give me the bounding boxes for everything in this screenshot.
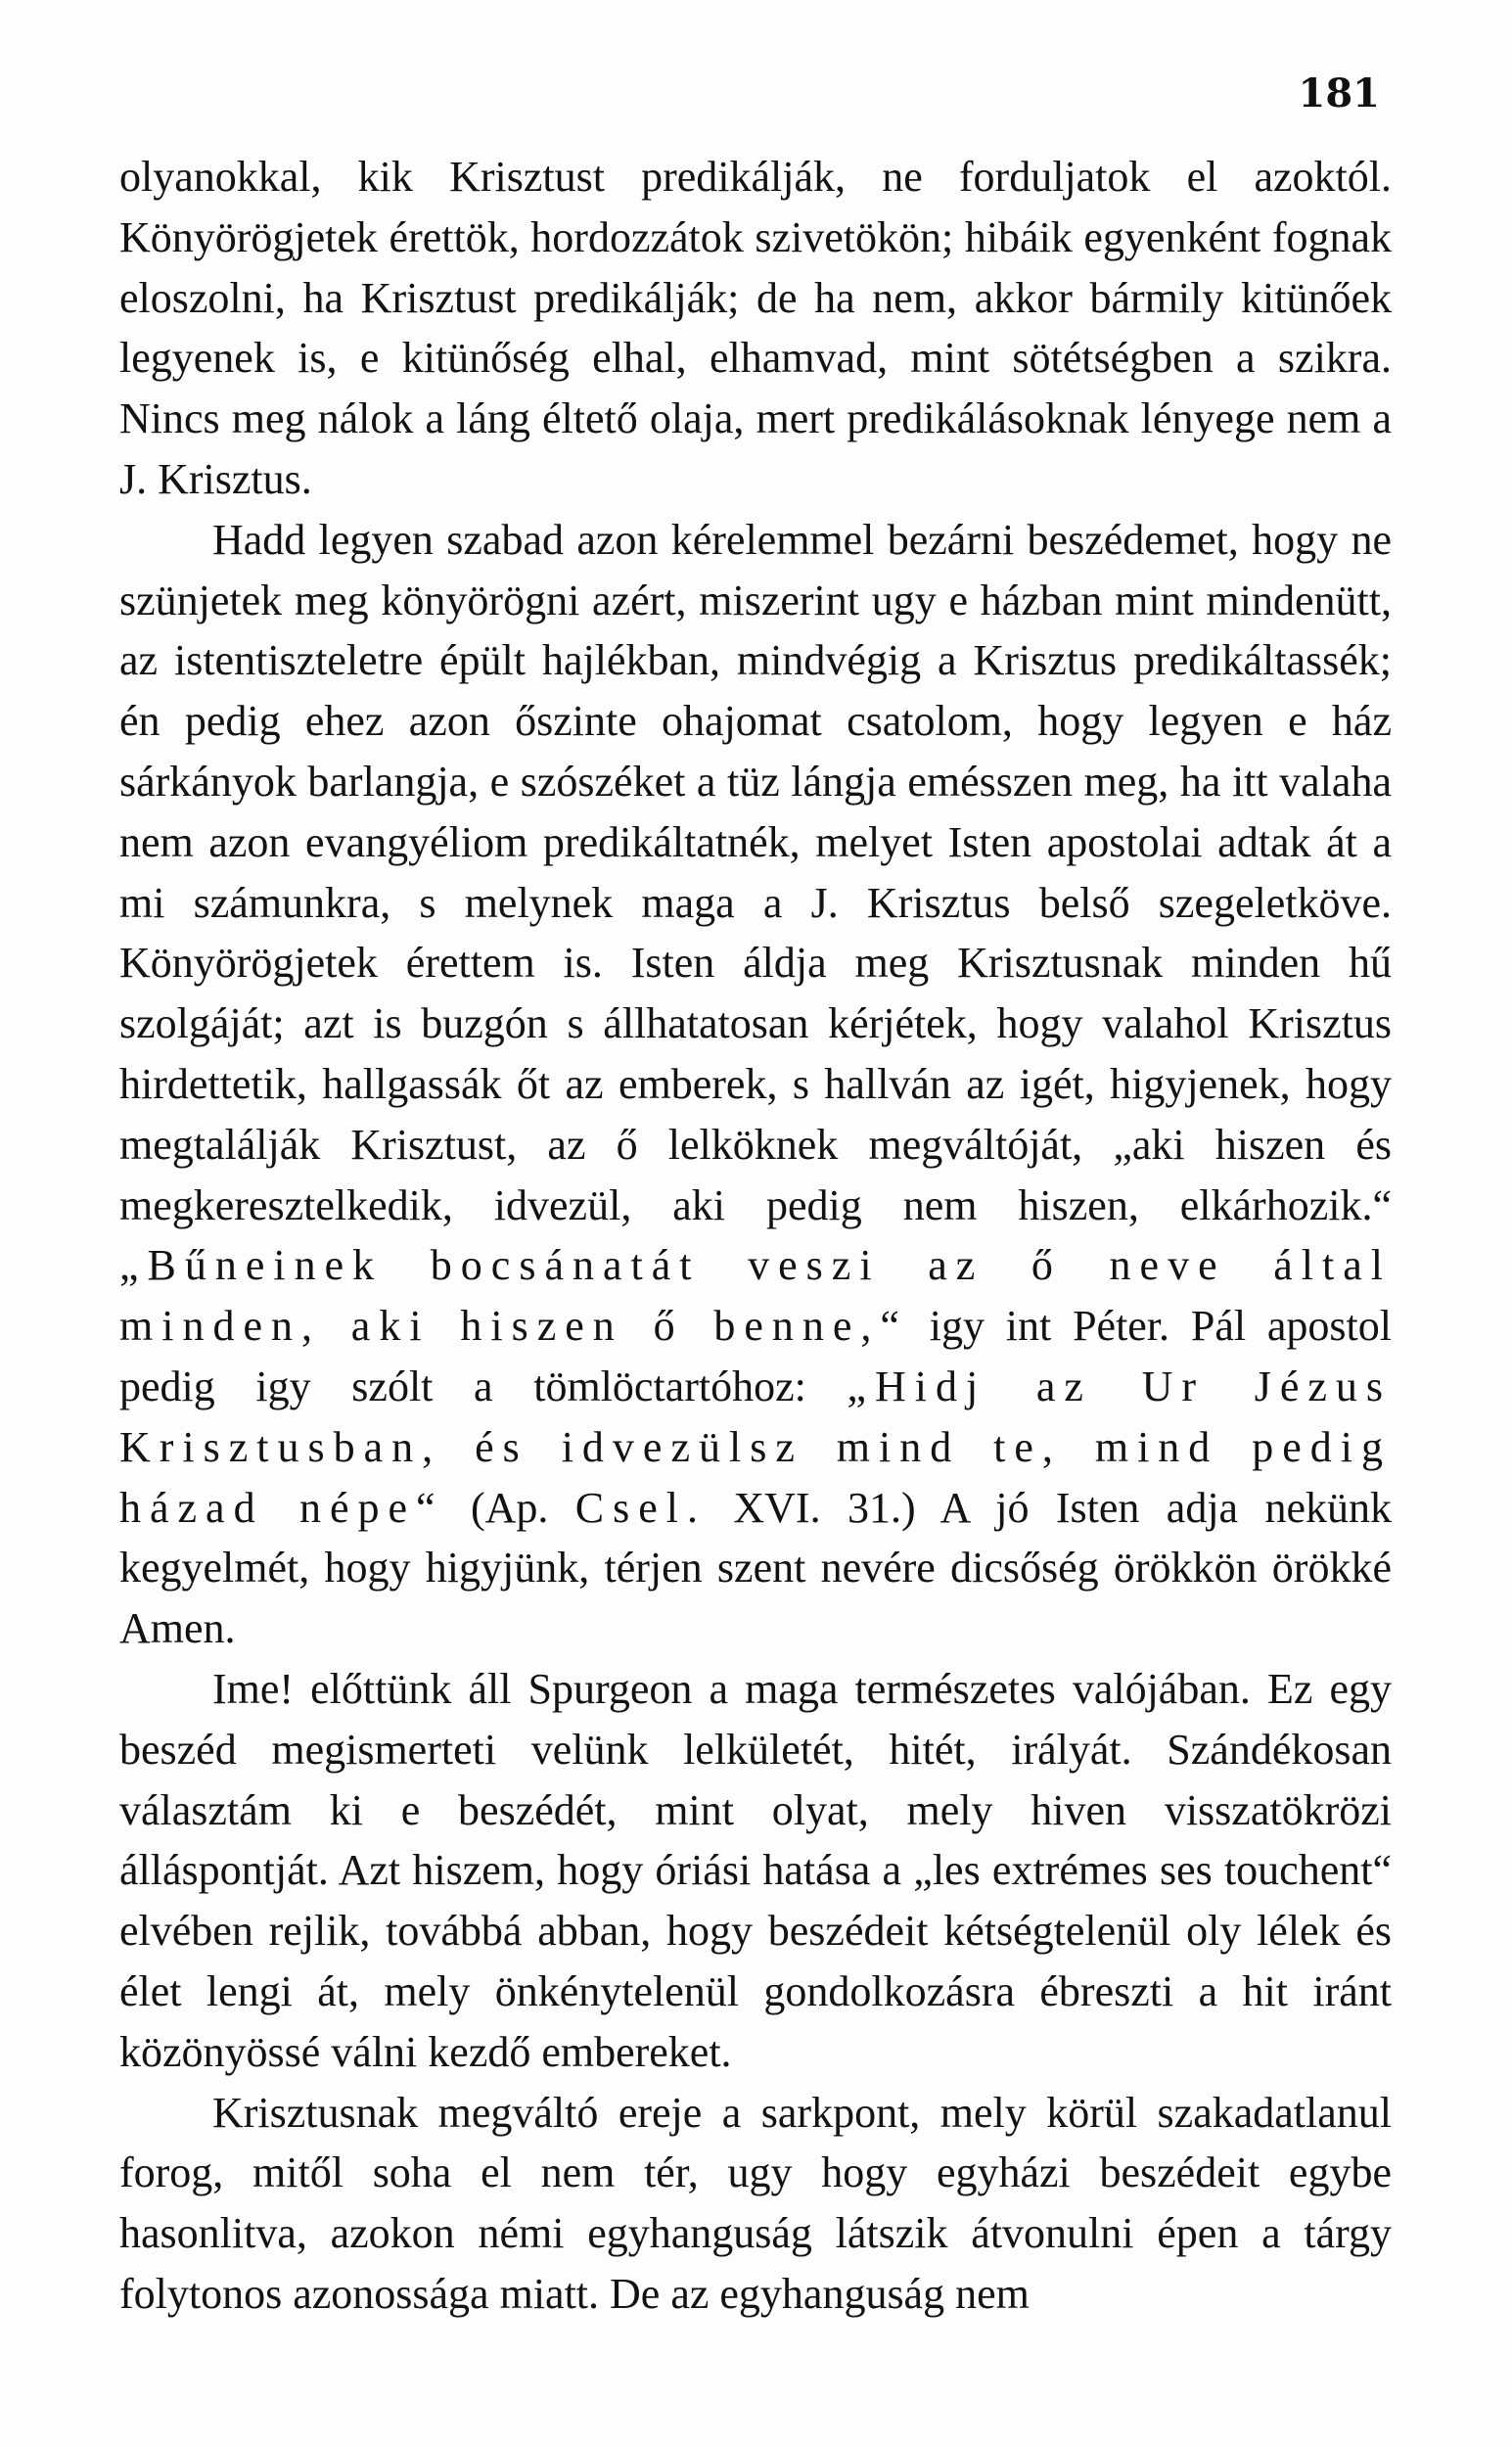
paragraph (119, 147, 1392, 510)
spaced-quote: „Bűneinek bocsánatát veszi az ő neve által minden, aki hiszen ő benne,“ (119, 1241, 1392, 1351)
page-number: 181 (1298, 70, 1380, 116)
text-run: Krisztusnak megváltó ereje a sarkpont, mely körül szakadatlanul forog, mitől soha el nem tér, ugy hogy egyházi beszédeit egybe hasonlitva, azokon némi egyhanguság látszik átvonulni épen a tárgy folytonos azonossága miatt. De az egyhanguság nem (119, 2088, 1392, 2318)
text-run: igy int Péter. Pál apostol pedig igy szólt a tömlöctartóhoz: (119, 1302, 1392, 1410)
spaced-quote: „Hidj az Ur Jézus Krisztusban, és idvezülsz mind te, mind pedig házad népe“ (119, 1362, 1392, 1532)
paragraph (119, 510, 1392, 1659)
spaced-abbreviation: Csel. (574, 1483, 707, 1532)
text-run: olyanokkal, kik Krisztust predikálják, ne forduljatok el azoktól. Könyörögjetek érettök, hordozzátok szivetökön; hibáik egyenként fognak eloszolni, ha Krisztust predikálják; de ha nem, akkor bármily kitünőek legyenek is, e kitünőség elhal, elhamvad, mint sötétségben a szikra. Nincs meg nálok a láng éltető olaja, mert predikálásoknak lényege nem a J. Krisztus. (119, 153, 1392, 503)
text-run: (Ap. (443, 1483, 575, 1532)
paragraph (119, 2083, 1392, 2325)
text-run: XVI. 31.) A jó Isten adja nekünk kegyelmét, hogy higyjünk, térjen szent nevére dicsőség örökkön örökké Amen. (119, 1483, 1392, 1653)
body-text (119, 147, 1392, 2325)
text-run: Hadd legyen szabad azon kérelemmel bezárni beszédemet, hogy ne szünjetek meg könyörögni azért, miszerint ugy e házban mint mindenütt, az istentiszteletre épült hajlékban, mindvégig a Krisztus predikáltassék; én pedig ehez azon őszinte ohajomat csatolom, hogy legyen e ház sárkányok barlangja, e szószéket a tüz lángja emésszen meg, ha itt valaha nem azon evangyéliom predikáltatnék, melyet Isten apostolai adtak át a mi számunkra, s melynek maga a J. Krisztus belső szegeletköve. Könyörögjetek érettem is. Isten áldja meg Krisztusnak minden hű szolgáját; azt is buzgón s állhatatosan kérjétek, hogy valahol Krisztus hirdettetik, hallgassák őt az emberek, s hallván az igét, higyjenek, hogy megtalálják Krisztust, az ő lelköknek megváltóját, „aki hiszen és megkeresztelkedik, idvezül, aki pedig nem hiszen, elkárhozik.“ (119, 515, 1392, 1229)
paragraph (119, 1659, 1392, 2083)
text-run: Ime! előttünk áll Spurgeon a maga természetes valójában. Ez egy beszéd megismerteti velünk lelkületét, hitét, irályát. Szándékosan választám ki e beszédét, mint olyat, mely hiven visszatökrözi álláspontját. Azt hiszem, hogy óriási hatása a „les extrémes ses touchent“ elvében rejlik, továbbá abban, hogy beszédeit kétségtelenül oly lélek és élet lengi át, mely önkénytelenül gondolkozásra ébreszti a hit iránt közönyössé válni kezdő embereket. (119, 1664, 1392, 2076)
